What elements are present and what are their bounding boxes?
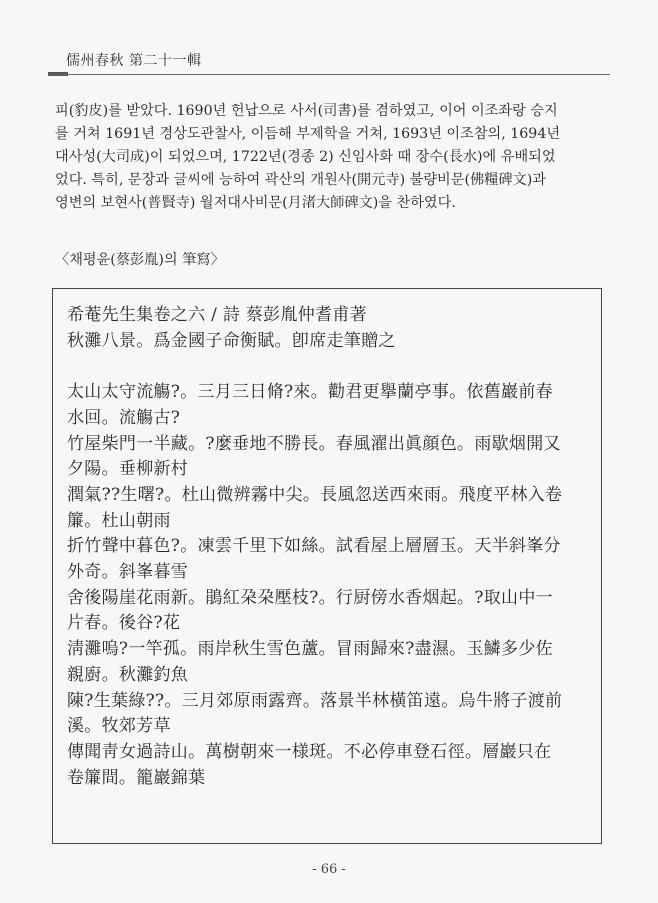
transcription-box — [52, 288, 602, 844]
quote-line: 潤氣??生曙?。杜山微辨霧中尖。長風忽送西來雨。飛度平林入卷 — [67, 484, 563, 505]
running-head-title: 儒州春秋 第二十一輯 — [66, 53, 202, 69]
quote-line: 竹屋柴門一半藏。?麼垂地不勝長。春風濯出眞顔色。雨歇烟開又 — [67, 433, 561, 454]
quote-line: 秋灘八景。爲金國子命衡賦。卽席走筆贈之 — [67, 330, 396, 351]
page-number: - 66 - — [312, 862, 346, 877]
quote-line: 太山太守流觴?。三月三日脩?來。勸君更擧蘭亭事。依舊巖前春 — [67, 382, 553, 403]
body-line: 영변의 보현사(普賢寺) 월저대사비문(月渚大師碑文)을 찬하였다. — [55, 195, 456, 211]
quote-line: 希菴先生集卷之六 / 詩 蔡彭胤仲耆甫著 — [67, 305, 367, 325]
body-line: 대사성(大司成)이 되었으며, 1722년(경종 2) 신임사화 때 장수(長水)에 유배되었 — [55, 149, 556, 165]
body-paragraph — [55, 100, 611, 215]
header-rule — [48, 74, 610, 75]
quote-line: 舍後陽崖花雨新。鵑紅朶朶壓枝?。行厨傍水香烟起。?取山中一 — [67, 587, 553, 608]
quote-line: 外奇。斜峯暮雪 — [67, 562, 189, 583]
body-line: 피(豹皮)를 받았다. 1690년 헌납으로 사서(司書)를 겸하였고, 이어 이조좌랑 승지 — [55, 103, 558, 119]
quote-line: 折竹聲中暮色?。凍雲千里下如絲。試看屋上層層玉。天半斜峯分 — [67, 536, 561, 557]
quote-line: 水回。流觴古? — [67, 407, 181, 428]
running-header — [48, 50, 610, 70]
quote-line: 陳?生葉綠??。三月郊原雨露齊。落景半林橫笛遠。烏牛將子渡前 — [67, 690, 563, 711]
figure-caption: 〈채평윤(蔡彭胤)의 筆寫〉 — [55, 252, 225, 268]
body-line: 었다. 특히, 문장과 글씨에 능하여 곽산의 개원사(開元寺) 불량비문(佛糧碑文)과 — [55, 172, 546, 188]
quote-line: 夕陽。垂柳新村 — [67, 459, 189, 480]
quote-line: 淸灘嗚?一竿孤。雨岸秋生雪色蘆。冒雨歸來?盡濕。玉鱗多少佐 — [67, 639, 553, 660]
quote-line: 親廚。秋灘釣魚 — [67, 664, 189, 685]
quote-line: 溪。牧郊芳草 — [67, 716, 171, 737]
body-line: 를 거쳐 1691년 경상도관찰사, 이듬해 부제학을 거쳐, 1693년 이조참의, 1694년 — [55, 126, 561, 142]
quote-line: 傳聞靑女過詩山。萬樹朝來一様斑。不必停車登石徑。層巖只在 — [67, 741, 552, 762]
quote-line: 卷簾間。籠巖錦葉 — [67, 767, 206, 788]
quote-line: 簾。杜山朝雨 — [67, 510, 171, 531]
quote-blank-line — [67, 354, 587, 380]
quote-line: 片春。後谷?花 — [67, 613, 181, 634]
